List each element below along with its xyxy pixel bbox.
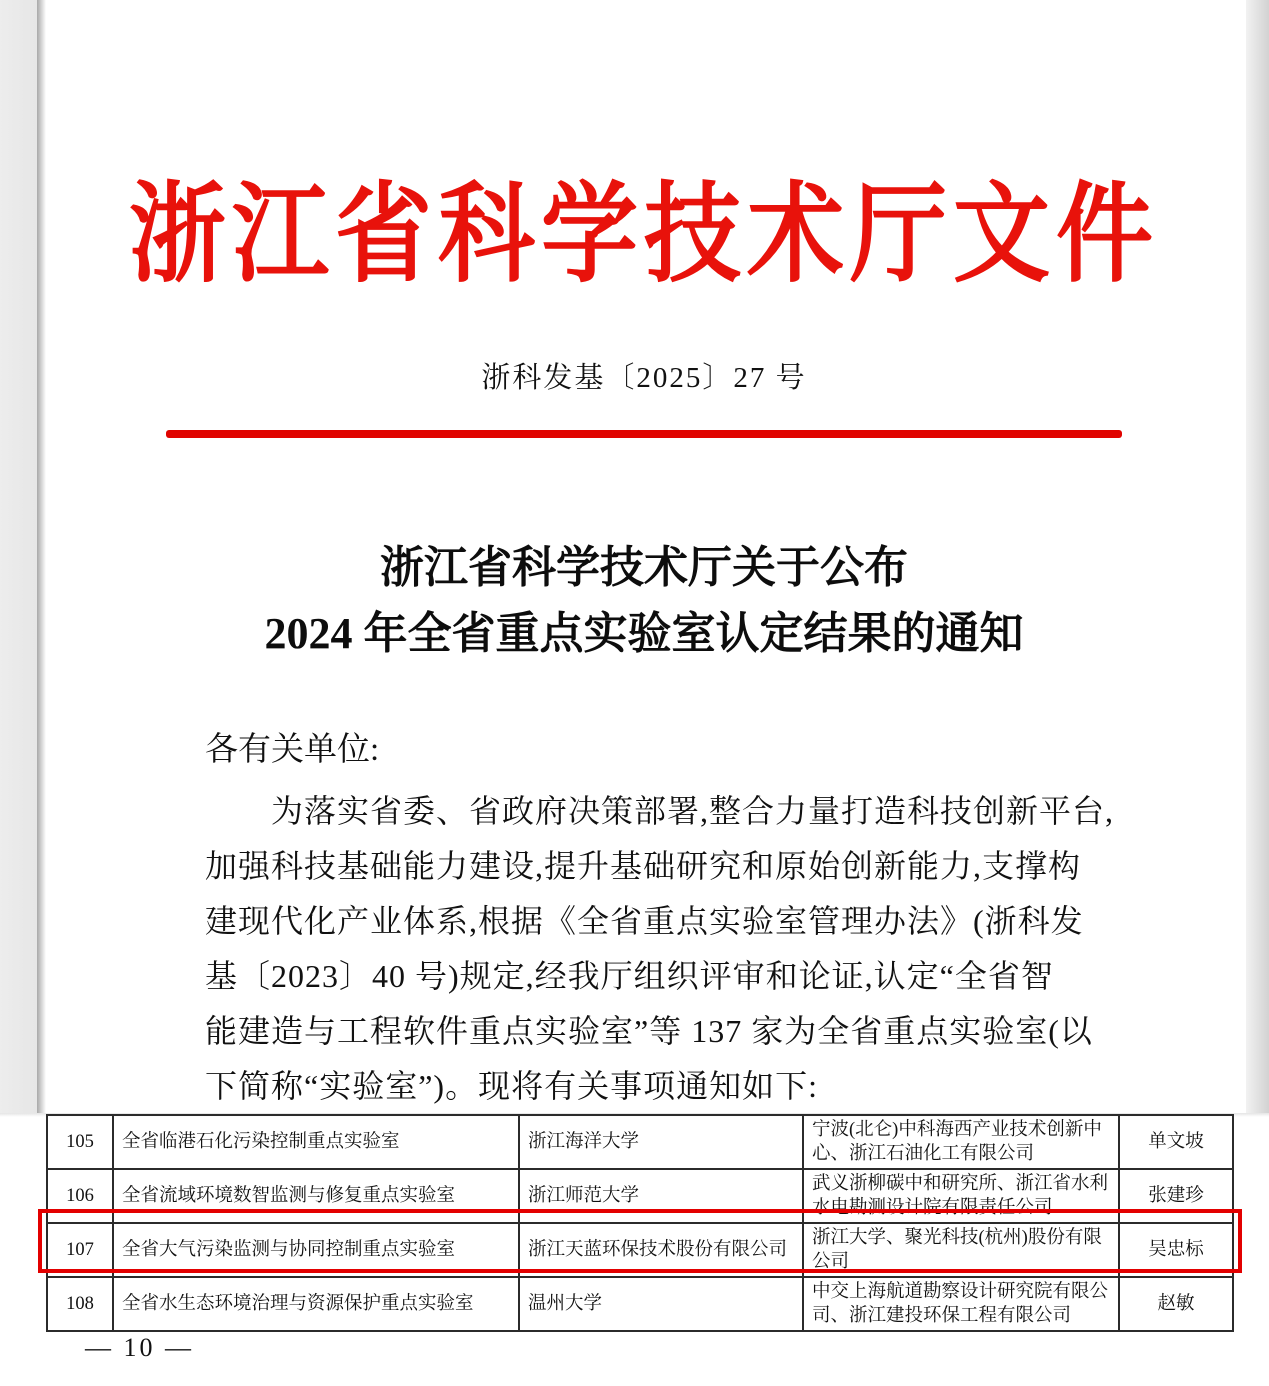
- body-text-line: 基〔2023〕40 号)规定,经我厅组织评审和论证,认定“全省智: [205, 958, 1054, 994]
- body-text-line: 建现代化产业体系,根据《全省重点实验室管理办法》(浙科发: [205, 903, 1084, 939]
- cell-row-number: 107: [47, 1223, 113, 1277]
- body-text-line: 下简称“实验室”)。现将有关事项通知如下:: [205, 1068, 818, 1104]
- cell-institution: 浙江天蓝环保技术股份有限公司: [519, 1223, 803, 1277]
- cell-person: 单文坡: [1119, 1115, 1233, 1169]
- scan-left-margin: [0, 0, 37, 1113]
- cell-partners: 中交上海航道勘察设计研究院有限公司、浙江建投环保工程有限公司: [803, 1277, 1119, 1331]
- table-row: [47, 1115, 1233, 1169]
- table-row: [47, 1277, 1233, 1331]
- cell-lab-name: 全省流域环境数智监测与修复重点实验室: [113, 1169, 519, 1223]
- body-text-line: 能建造与工程软件重点实验室”等 137 家为全省重点实验室(以: [205, 1013, 1093, 1049]
- body-text-line: 为落实省委、省政府决策部署,整合力量打造科技创新平台,: [271, 793, 1115, 829]
- salutation: 各有关单位:: [205, 732, 380, 768]
- agency-letterhead-title: 浙江省科学技术厅文件: [129, 175, 1159, 295]
- cell-row-number: 108: [47, 1277, 113, 1331]
- cell-lab-name: 全省临港石化污染控制重点实验室: [113, 1115, 519, 1169]
- page-number: — 10 —: [85, 1333, 194, 1362]
- document-page-ten: [0, 1113, 1269, 1386]
- document-number: 浙科发基〔2025〕27 号: [481, 362, 807, 394]
- cell-person: 吴忠标: [1119, 1223, 1233, 1277]
- cell-partners: 武义浙柳碳中和研究所、浙江省水利水电勘测设计院有限责任公司: [803, 1169, 1119, 1223]
- cell-row-number: 105: [47, 1115, 113, 1169]
- page-content: [40, 0, 1248, 1113]
- cell-partners: 浙江大学、聚光科技(杭州)股份有限公司: [803, 1223, 1119, 1277]
- notice-title-line2: 2024 年全省重点实验室认定结果的通知: [264, 609, 1024, 658]
- cell-row-number: 106: [47, 1169, 113, 1223]
- cell-lab-name: 全省大气污染监测与协同控制重点实验室: [113, 1223, 519, 1277]
- cell-institution: 浙江海洋大学: [519, 1115, 803, 1169]
- cell-partners: 宁波(北仑)中科海西产业技术创新中心、浙江石油化工有限公司: [803, 1115, 1119, 1169]
- scan-right-margin: [1246, 0, 1269, 1113]
- cell-lab-name: 全省水生态环境治理与资源保护重点实验室: [113, 1277, 519, 1331]
- cell-person: 张建珍: [1119, 1169, 1233, 1223]
- red-highlight-box-row-107: [38, 1209, 1242, 1273]
- body-text-line: 加强科技基础能力建设,提升基础研究和原始创新能力,支撑构: [205, 848, 1082, 884]
- letterhead-separator-line: [166, 430, 1122, 438]
- cell-institution: 温州大学: [519, 1277, 803, 1331]
- cell-institution: 浙江师范大学: [519, 1169, 803, 1223]
- cell-person: 赵敏: [1119, 1277, 1233, 1331]
- notice-title-line1: 浙江省科学技术厅关于公布: [380, 543, 908, 592]
